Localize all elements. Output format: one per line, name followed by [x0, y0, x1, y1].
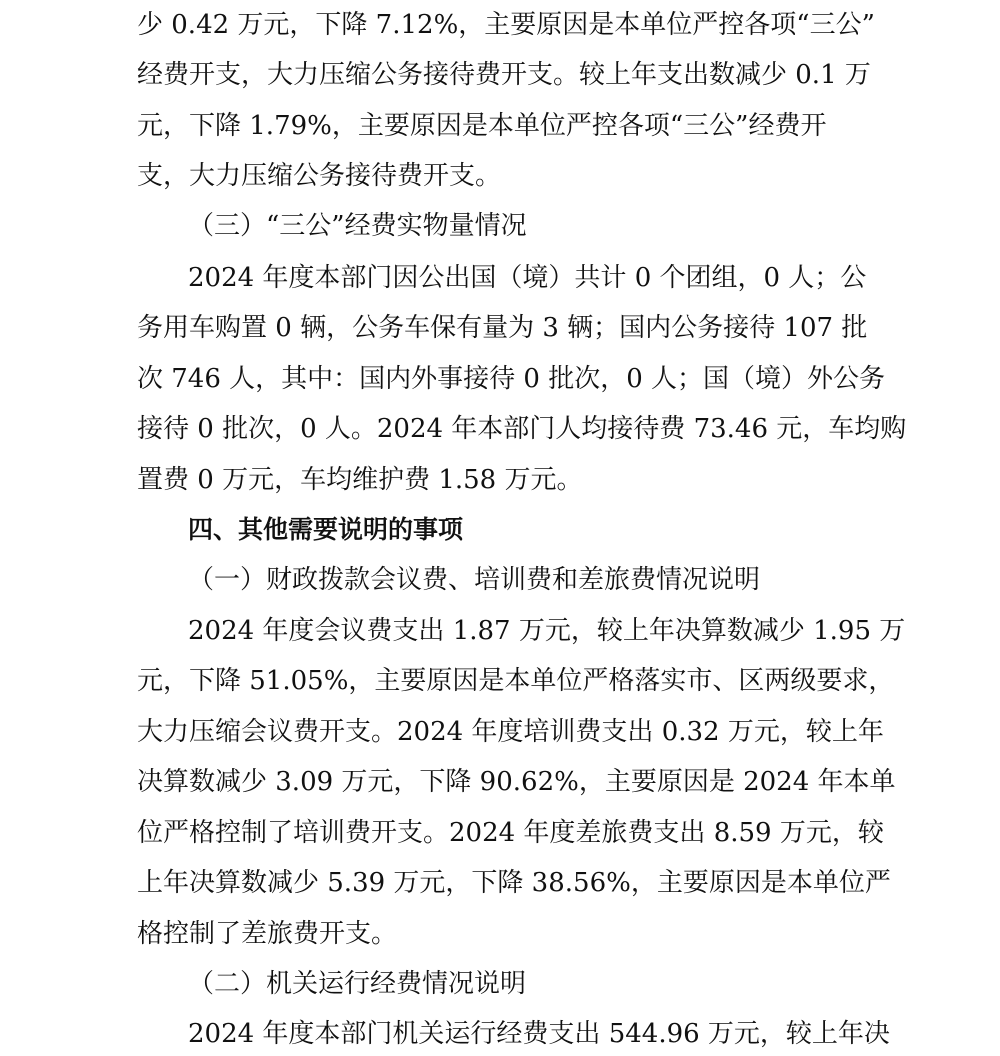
- body-text-line: 格控制了差旅费开支。: [137, 919, 398, 949]
- body-text-line: 2024 年度本部门因公出国（境）共计 0 个团组，0 人；公: [188, 263, 867, 293]
- body-text-line: 大力压缩会议费开支。2024 年度培训费支出 0.32 万元，较上年: [137, 717, 884, 747]
- body-text-line: 务用车购置 0 辆，公务车保有量为 3 辆；国内公务接待 107 批: [137, 313, 868, 343]
- section-subheading: （一）财政拨款会议费、培训费和差旅费情况说明: [188, 565, 761, 595]
- section-heading: 四、其他需要说明的事项: [188, 515, 464, 544]
- body-text-line: 决算数减少 3.09 万元，下降 90.62%，主要原因是 2024 年本单: [137, 767, 896, 797]
- body-text-line: 2024 年度本部门机关运行经费支出 544.96 万元，较上年决: [188, 1019, 890, 1049]
- section-subheading: （二）机关运行经费情况说明: [188, 969, 527, 999]
- body-text-line: 置费 0 万元，车均维护费 1.58 万元。: [137, 465, 583, 495]
- body-text-line: 次 746 人，其中：国内外事接待 0 批次，0 人；国（境）外公务: [137, 364, 886, 394]
- body-text-line: 元，下降 51.05%，主要原因是本单位严格落实市、区两级要求，: [137, 666, 895, 696]
- body-text-line: 2024 年度会议费支出 1.87 万元，较上年决算数减少 1.95 万: [188, 616, 906, 646]
- body-text-line: 支，大力压缩公务接待费开支。: [137, 161, 502, 191]
- body-text-line: 元，下降 1.79%，主要原因是本单位严控各项“三公”经费开: [137, 111, 827, 141]
- body-text-line: 上年决算数减少 5.39 万元，下降 38.56%，主要原因是本单位严: [137, 868, 891, 898]
- body-text-line: 位严格控制了培训费开支。2024 年度差旅费支出 8.59 万元，较: [137, 818, 884, 848]
- body-text-line: 经费开支，大力压缩公务接待费开支。较上年支出数减少 0.1 万: [137, 60, 871, 90]
- body-text-line: 少 0.42 万元，下降 7.12%，主要原因是本单位严控各项“三公”: [137, 10, 875, 40]
- section-subheading: （三）“三公”经费实物量情况: [188, 211, 527, 241]
- body-text-line: 接待 0 批次，0 人。2024 年本部门人均接待费 73.46 元，车均购: [137, 414, 907, 444]
